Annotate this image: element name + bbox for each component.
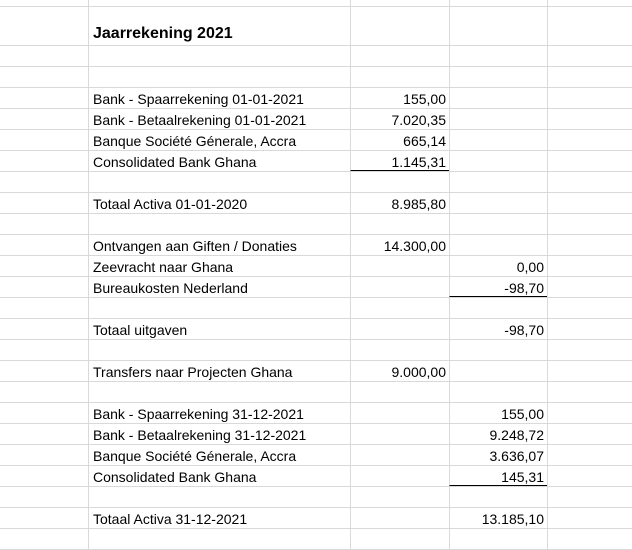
- row-label: Transfers naar Projecten Ghana: [93, 364, 293, 380]
- sheet-row: [0, 235, 632, 256]
- cell[interactable]: [449, 46, 547, 66]
- amount-cell[interactable]: [449, 466, 547, 486]
- cell[interactable]: [547, 508, 632, 528]
- label-cell[interactable]: [88, 235, 350, 255]
- amount-cell[interactable]: [350, 361, 449, 381]
- amount-value: 9.248,72: [489, 427, 544, 443]
- cell[interactable]: [0, 424, 88, 444]
- sheet-row: [0, 130, 632, 151]
- cell[interactable]: [0, 508, 88, 528]
- sheet-row: [0, 0, 632, 7]
- cell[interactable]: [0, 214, 88, 234]
- cell[interactable]: [0, 46, 88, 66]
- amount-value: 145,31: [501, 469, 544, 485]
- cell[interactable]: [547, 193, 632, 213]
- label-cell[interactable]: [88, 445, 350, 465]
- sheet-row: [0, 277, 632, 298]
- cell[interactable]: [547, 466, 632, 486]
- cell[interactable]: [0, 340, 88, 360]
- label-cell[interactable]: [88, 319, 350, 339]
- cell[interactable]: [350, 403, 449, 423]
- cell[interactable]: [350, 319, 449, 339]
- cell[interactable]: [350, 46, 449, 66]
- sheet-row: [0, 7, 632, 46]
- title-cell[interactable]: [88, 7, 350, 45]
- cell[interactable]: [0, 88, 88, 108]
- sheet-row: [0, 172, 632, 193]
- cell[interactable]: [350, 487, 449, 507]
- label-cell[interactable]: [88, 277, 350, 297]
- cell[interactable]: [0, 487, 88, 507]
- cell[interactable]: [0, 130, 88, 150]
- label-cell[interactable]: [88, 193, 350, 213]
- amount-cell[interactable]: [350, 151, 449, 171]
- cell[interactable]: [547, 256, 632, 276]
- cell[interactable]: [350, 298, 449, 318]
- cell[interactable]: [350, 67, 449, 87]
- amount-cell[interactable]: [449, 424, 547, 444]
- cell[interactable]: [88, 340, 350, 360]
- cell[interactable]: [0, 403, 88, 423]
- cell[interactable]: [449, 0, 547, 6]
- cell[interactable]: [547, 172, 632, 192]
- amount-cell[interactable]: [449, 319, 547, 339]
- sheet-row: [0, 256, 632, 277]
- cell[interactable]: [350, 529, 449, 549]
- cell[interactable]: [350, 340, 449, 360]
- row-label: Bureaukosten Nederland: [93, 280, 248, 296]
- row-label: Consolidated Bank Ghana: [93, 154, 257, 170]
- cell[interactable]: [547, 7, 632, 45]
- cell[interactable]: [0, 193, 88, 213]
- cell[interactable]: [449, 109, 547, 129]
- sheet-row: [0, 445, 632, 466]
- cell[interactable]: [0, 445, 88, 465]
- cell[interactable]: [0, 256, 88, 276]
- sheet-row: [0, 151, 632, 172]
- cell[interactable]: [350, 214, 449, 234]
- amount-cell[interactable]: [350, 235, 449, 255]
- cell[interactable]: [0, 0, 88, 6]
- cell[interactable]: [350, 382, 449, 402]
- amount-value: 1.145,31: [391, 154, 446, 170]
- amount-cell[interactable]: [449, 256, 547, 276]
- cell[interactable]: [547, 277, 632, 297]
- sheet-row: [0, 340, 632, 361]
- amount-cell[interactable]: [449, 445, 547, 465]
- amount-value: -98,70: [504, 280, 544, 296]
- cell[interactable]: [350, 7, 449, 45]
- label-cell[interactable]: [88, 466, 350, 486]
- row-label: Consolidated Bank Ghana: [93, 469, 257, 485]
- cell[interactable]: [0, 151, 88, 171]
- cell[interactable]: [449, 214, 547, 234]
- label-cell[interactable]: [88, 256, 350, 276]
- amount-cell[interactable]: [350, 130, 449, 150]
- row-label: Bank - Betaalrekening 01-01-2021: [93, 112, 307, 128]
- cell[interactable]: [88, 0, 350, 6]
- cell[interactable]: [0, 235, 88, 255]
- amount-value: 13.185,10: [481, 511, 544, 527]
- cell[interactable]: [88, 46, 350, 66]
- cell[interactable]: [547, 424, 632, 444]
- cell[interactable]: [547, 130, 632, 150]
- cell[interactable]: [547, 445, 632, 465]
- sheet-row: [0, 193, 632, 214]
- cell[interactable]: [350, 277, 449, 297]
- amount-cell[interactable]: [350, 109, 449, 129]
- amount-value: 665,14: [403, 133, 446, 149]
- cell[interactable]: [547, 361, 632, 381]
- sheet-row: [0, 109, 632, 130]
- cell[interactable]: [547, 340, 632, 360]
- cell[interactable]: [547, 487, 632, 507]
- cell[interactable]: [350, 445, 449, 465]
- cell[interactable]: [0, 67, 88, 87]
- cell[interactable]: [449, 172, 547, 192]
- cell[interactable]: [547, 151, 632, 171]
- label-cell[interactable]: [88, 130, 350, 150]
- cell[interactable]: [449, 7, 547, 45]
- label-cell[interactable]: [88, 403, 350, 423]
- cell[interactable]: [449, 340, 547, 360]
- cell[interactable]: [0, 382, 88, 402]
- label-cell[interactable]: [88, 361, 350, 381]
- cell[interactable]: [449, 529, 547, 549]
- sheet-row: [0, 319, 632, 340]
- cell[interactable]: [88, 214, 350, 234]
- row-label: Totaal Activa 01-01-2020: [93, 196, 248, 212]
- cell[interactable]: [547, 529, 632, 549]
- cell[interactable]: [449, 361, 547, 381]
- cell[interactable]: [449, 382, 547, 402]
- cell[interactable]: [449, 193, 547, 213]
- cell[interactable]: [547, 382, 632, 402]
- cell[interactable]: [0, 277, 88, 297]
- sheet-row: [0, 298, 632, 319]
- cell[interactable]: [547, 214, 632, 234]
- row-label: Ontvangen aan Giften / Donaties: [93, 238, 297, 254]
- label-cell[interactable]: [88, 424, 350, 444]
- cell[interactable]: [0, 361, 88, 381]
- cell[interactable]: [0, 466, 88, 486]
- sheet-row: [0, 214, 632, 235]
- amount-value: 8.985,80: [391, 196, 446, 212]
- cell[interactable]: [547, 109, 632, 129]
- amount-cell[interactable]: [449, 403, 547, 423]
- amount-value: 155,00: [501, 406, 544, 422]
- cell[interactable]: [449, 67, 547, 87]
- row-label: Banque Société Génerale, Accra: [93, 133, 297, 149]
- sheet-row: [0, 361, 632, 382]
- amount-value: -98,70: [504, 322, 544, 338]
- cell[interactable]: [0, 109, 88, 129]
- sheet-row: [0, 67, 632, 88]
- label-cell[interactable]: [88, 508, 350, 528]
- cell[interactable]: [0, 7, 88, 45]
- sheet-row: [0, 508, 632, 529]
- cell[interactable]: [88, 172, 350, 192]
- amount-value: 155,00: [403, 91, 446, 107]
- cell[interactable]: [547, 235, 632, 255]
- sheet-row: [0, 88, 632, 109]
- sheet-row: [0, 487, 632, 508]
- amount-cell[interactable]: [449, 508, 547, 528]
- label-cell[interactable]: [88, 109, 350, 129]
- cell[interactable]: [547, 319, 632, 339]
- cell[interactable]: [0, 529, 88, 549]
- cell[interactable]: [350, 508, 449, 528]
- row-label: Bank - Spaarrekening 31-12-2021: [93, 406, 304, 422]
- row-label: Banque Société Génerale, Accra: [93, 448, 297, 464]
- sheet-row: [0, 382, 632, 403]
- cell[interactable]: [547, 46, 632, 66]
- amount-value: 14.300,00: [383, 238, 446, 254]
- cell[interactable]: [88, 298, 350, 318]
- row-label: Bank - Spaarrekening 01-01-2021: [93, 91, 304, 107]
- label-cell[interactable]: [88, 151, 350, 171]
- amount-cell[interactable]: [449, 277, 547, 297]
- cell[interactable]: [88, 529, 350, 549]
- cell[interactable]: [547, 67, 632, 87]
- cell[interactable]: [350, 466, 449, 486]
- cell[interactable]: [0, 319, 88, 339]
- cell[interactable]: [88, 67, 350, 87]
- cell[interactable]: [0, 298, 88, 318]
- cell[interactable]: [449, 235, 547, 255]
- sheet-title: Jaarrekening 2021: [93, 25, 233, 42]
- row-label: Bank - Betaalrekening 31-12-2021: [93, 427, 307, 443]
- row-label: Totaal uitgaven: [93, 322, 188, 338]
- sheet-row: [0, 424, 632, 445]
- cell[interactable]: [547, 88, 632, 108]
- cell[interactable]: [350, 424, 449, 444]
- cell[interactable]: [449, 487, 547, 507]
- sheet-row: [0, 529, 632, 550]
- amount-value: 9.000,00: [391, 364, 446, 380]
- cell[interactable]: [547, 298, 632, 318]
- cell[interactable]: [547, 0, 632, 6]
- cell[interactable]: [449, 151, 547, 171]
- cell[interactable]: [449, 298, 547, 318]
- cell[interactable]: [88, 487, 350, 507]
- cell[interactable]: [0, 172, 88, 192]
- amount-cell[interactable]: [350, 193, 449, 213]
- amount-value: 7.020,35: [391, 112, 446, 128]
- row-label: Zeevracht naar Ghana: [93, 259, 234, 275]
- amount-value: 3.636,07: [489, 448, 544, 464]
- amount-cell[interactable]: [350, 88, 449, 108]
- cell[interactable]: [547, 403, 632, 423]
- cell[interactable]: [350, 0, 449, 6]
- cell[interactable]: [449, 130, 547, 150]
- cell[interactable]: [350, 172, 449, 192]
- sheet-row: [0, 403, 632, 424]
- amount-value: 0,00: [516, 259, 544, 275]
- row-label: Totaal Activa 31-12-2021: [93, 511, 248, 527]
- cell[interactable]: [88, 382, 350, 402]
- sheet-row: [0, 46, 632, 67]
- cell[interactable]: [449, 88, 547, 108]
- label-cell[interactable]: [88, 88, 350, 108]
- sheet-row: [0, 466, 632, 487]
- cell[interactable]: [350, 256, 449, 276]
